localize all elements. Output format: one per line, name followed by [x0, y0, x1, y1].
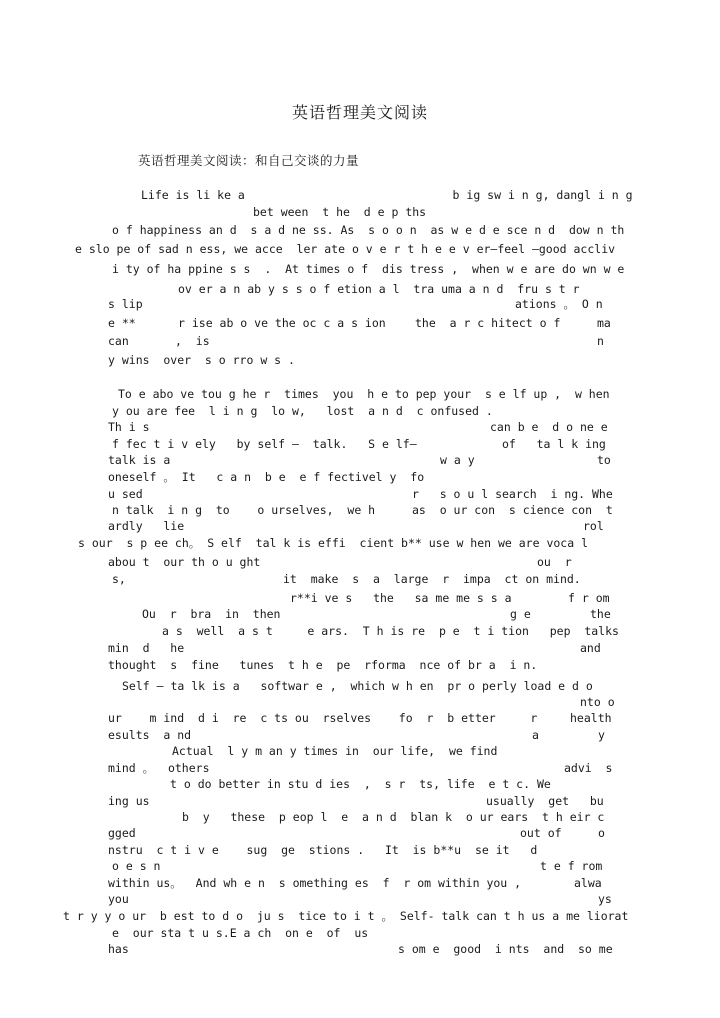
text-line: rol [583, 519, 604, 533]
text-line: g e [510, 607, 531, 621]
text-line: gged [108, 826, 136, 840]
text-line: mind 。 others [108, 761, 210, 775]
text-line: r**i ve s the sa me me s s a [290, 591, 512, 605]
text-line: nto o [580, 695, 615, 709]
text-line: out of [520, 826, 562, 840]
text-line: r ise ab o ve the oc c a s ion [178, 316, 386, 330]
text-line: s om e good i nts and so me [398, 942, 613, 956]
text-line: a s well a s t e ars. T h is re p e t i tion pep talks [162, 624, 619, 638]
text-line: Life is li ke a b ig sw i n g, dangl i n g [141, 188, 633, 202]
text-line: thought s fine tunes t h e pe rforma nce of br a i n. [108, 658, 538, 672]
text-line: t o do better in stu d ies , s r ts, life e t c. We [170, 777, 551, 791]
text-line: can b e d o ne e [490, 420, 608, 434]
text-line: alwa [574, 876, 602, 890]
text-line: advi s [564, 761, 613, 775]
text-line: To e abo ve tou g he r times you h e to pep your s e lf up , w hen [118, 387, 610, 401]
text-line: y ou are fee l i n g lo w, lost a n d c onfused . [112, 404, 493, 418]
document-subtitle: 英语哲理美文阅读：和自己交谈的力量 [138, 153, 360, 168]
text-line: you [108, 892, 129, 906]
text-line: ys [598, 892, 612, 906]
text-line: oneself 。 It c a n b e e f fectivel y fo [108, 470, 425, 484]
text-line: u sed [108, 487, 143, 501]
text-line: as o ur con s cience con t [412, 503, 613, 517]
text-line: f fec t i v ely by self — talk. S e lf— [112, 437, 417, 451]
text-line: has [108, 942, 129, 956]
text-line: y wins over s o rro w s . [108, 353, 295, 367]
text-line: t e f rom [540, 859, 603, 873]
text-line: abou t our th o u ght [108, 555, 261, 569]
text-line: health [570, 711, 612, 725]
text-line: ov er a n ab y s s o f etion a l tra uma a n d fru s t r [178, 282, 580, 296]
text-line: Ou r bra in then [142, 607, 281, 621]
text-line: nstru c t i v e sug ge stions . It is b**u se it d [108, 843, 538, 857]
text-line: Th i s [108, 420, 150, 434]
text-line: esults a nd [108, 728, 192, 742]
text-line: f r om [568, 591, 610, 605]
text-line: r s o u l search i ng. Whe [412, 487, 613, 501]
text-line: e ** [108, 316, 136, 330]
text-line: o [598, 826, 605, 840]
text-line: s, [112, 572, 126, 586]
text-line: n [597, 334, 604, 348]
text-line: talk is a [108, 453, 171, 467]
text-line: i ty of ha ppine s s . At times o f dis tress , when w e are do wn w e [112, 262, 625, 276]
text-line: and [580, 641, 601, 655]
text-line: ing us [108, 794, 150, 808]
text-line: ardly lie [108, 519, 185, 533]
text-line: Self — ta lk is a softwar e , which w h en pr o perly load e d o [122, 679, 593, 693]
text-line: ma [597, 316, 611, 330]
text-line: the [590, 607, 611, 621]
text-line: w a y [440, 453, 475, 467]
text-line: min d he [108, 641, 185, 655]
text-line: s our s p ee ch。 S elf tal k is effi cient b** use w hen we are voca l [78, 536, 588, 550]
text-line: usually get bu [486, 794, 604, 808]
text-line: e our sta t u s.E a ch on e of us [112, 926, 369, 940]
text-line: n talk i n g to o urselves, we h [112, 503, 376, 517]
text-line: it make s a large r impa ct on mind. [283, 572, 581, 586]
text-line: o f happiness an d s a d ne ss. As s o o n as w e d e sce n d dow n th [112, 223, 625, 237]
text-line: s lip [108, 297, 143, 311]
text-line: a [532, 728, 539, 742]
text-line: ur m ind d i re c ts ou rselves fo r b etter r [108, 711, 538, 725]
text-line: o e s n [112, 859, 161, 873]
text-line: ations 。 O n [515, 297, 603, 311]
text-line: b y these p eop l e a n d blan k o ur ears t h eir c [182, 810, 605, 824]
text-line: bet ween t he d e p ths [253, 205, 427, 219]
text-line: to [597, 453, 611, 467]
text-line: e slo pe of sad n ess, we acce ler ate o v e r t h e e v er—feel —good accliv [75, 242, 616, 256]
text-line: , is [175, 334, 210, 348]
text-line: y [598, 728, 605, 742]
text-line: the a r c hitect o f [415, 316, 561, 330]
text-line: of ta l k ing [502, 437, 606, 451]
text-line: within us。 And wh e n s omething es f r om within you , [108, 876, 522, 890]
text-line: can [108, 334, 129, 348]
document-title: 英语哲理美文阅读 [291, 103, 428, 122]
text-line: Actual l y m an y times in our life, we find [172, 744, 498, 758]
text-line: t r y y o ur b est to d o ju s tice to i t 。 Self- talk can t h us a me liorat [63, 909, 629, 923]
text-line: ou r [537, 555, 572, 569]
